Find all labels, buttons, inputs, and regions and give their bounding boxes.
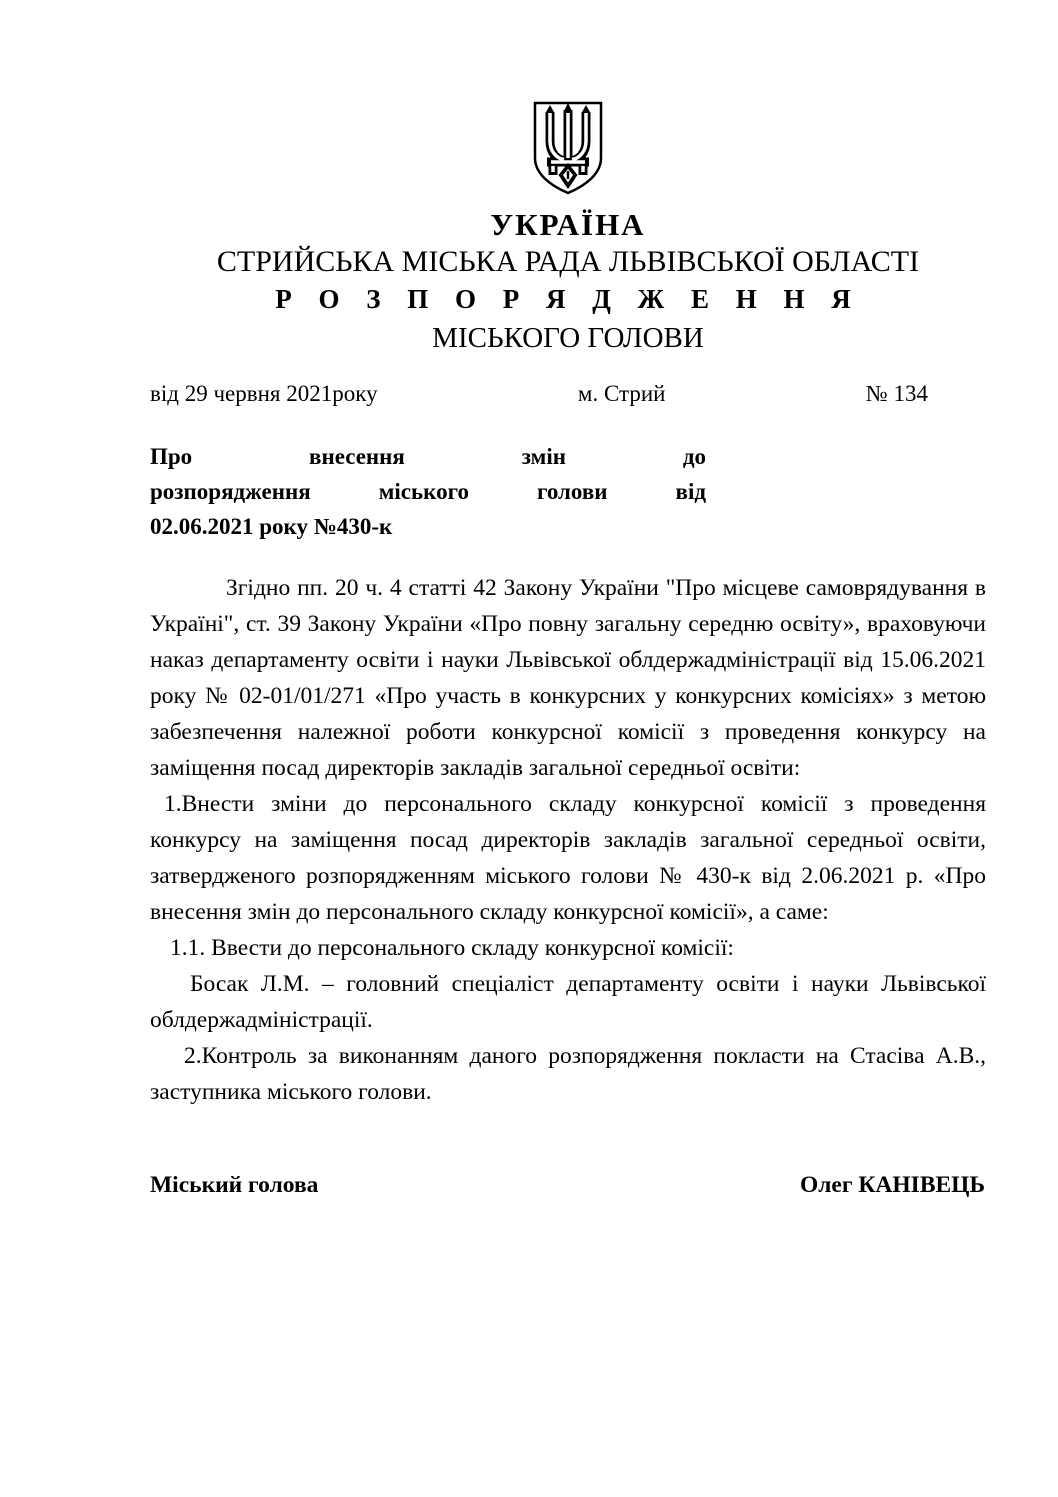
- council-title: СТРИЙСЬКА МІСЬКА РАДА ЛЬВІВСЬКОЇ ОБЛАСТІ: [216, 245, 920, 278]
- document-number: № 134: [865, 381, 928, 406]
- subject-heading: [150, 439, 706, 544]
- document-city: м. Стрий: [577, 381, 666, 406]
- signer-name: Олег КАНІВЕЦЬ: [799, 1172, 985, 1198]
- paragraph-member-entry: Босак Л.М. – головний спеціаліст департаменту освіти і науки Львівської облдержадміністрації.: [150, 971, 986, 1033]
- ukraine-trident-coat-of-arms-icon: [531, 100, 605, 197]
- signature-block: [150, 1172, 985, 1199]
- country-title: УКРАЇНА: [490, 207, 646, 242]
- document-meta-line: [150, 381, 986, 407]
- signer-position: Міський голова: [150, 1172, 319, 1198]
- subject-line: 02.06.2021 року №430-к: [150, 514, 393, 539]
- subject-line: розпорядження міського голови від: [150, 479, 706, 504]
- paragraph-item-1-1: 1.1. Ввести до персонального складу конкурсної комісії:: [170, 935, 734, 961]
- document-content: [150, 0, 986, 1110]
- paragraph-item-1: 1.Внести зміни до персонального складу конкурсної комісії з проведення конкурсу на заміщення посад директорів закладів загальної середньої освіти, затвердженого розпорядженням міського голови № 430-к від 2.06.2021 р. «Про внесення змін до персонального складу конкурсної комісії», а саме:: [150, 791, 986, 925]
- paragraph-preamble: Згідно пп. 20 ч. 4 статті 42 Закону України "Про місцеве самоврядування в Україні", ст. 39 Закону України «Про повну загальну середню освіту», враховуючи наказ департаменту освіти і науки Львівської облдержадміністрації від 15.06.2021 року № 02-01/01/271 «Про участь в конкурсних у конкурсних комісіях» з метою забезпечення належної роботи конкурсної комісії з проведення конкурсу на заміщення посад директорів закладів загальної середньої освіти:: [150, 575, 986, 781]
- paragraph-item-2-control: 2.Контроль за виконанням даного розпорядження покласти на Стасіва А.В., заступника міського голови.: [150, 1043, 986, 1105]
- document-body: [150, 570, 986, 1110]
- document-subtype-title: МІСЬКОГО ГОЛОВИ: [432, 322, 704, 354]
- document-date: від 29 червня 2021року: [150, 381, 378, 406]
- subject-line: Про внесення змін до: [150, 444, 706, 469]
- document-type-title: Р О З П О Р Я Д Ж Е Н Н Я: [275, 284, 861, 314]
